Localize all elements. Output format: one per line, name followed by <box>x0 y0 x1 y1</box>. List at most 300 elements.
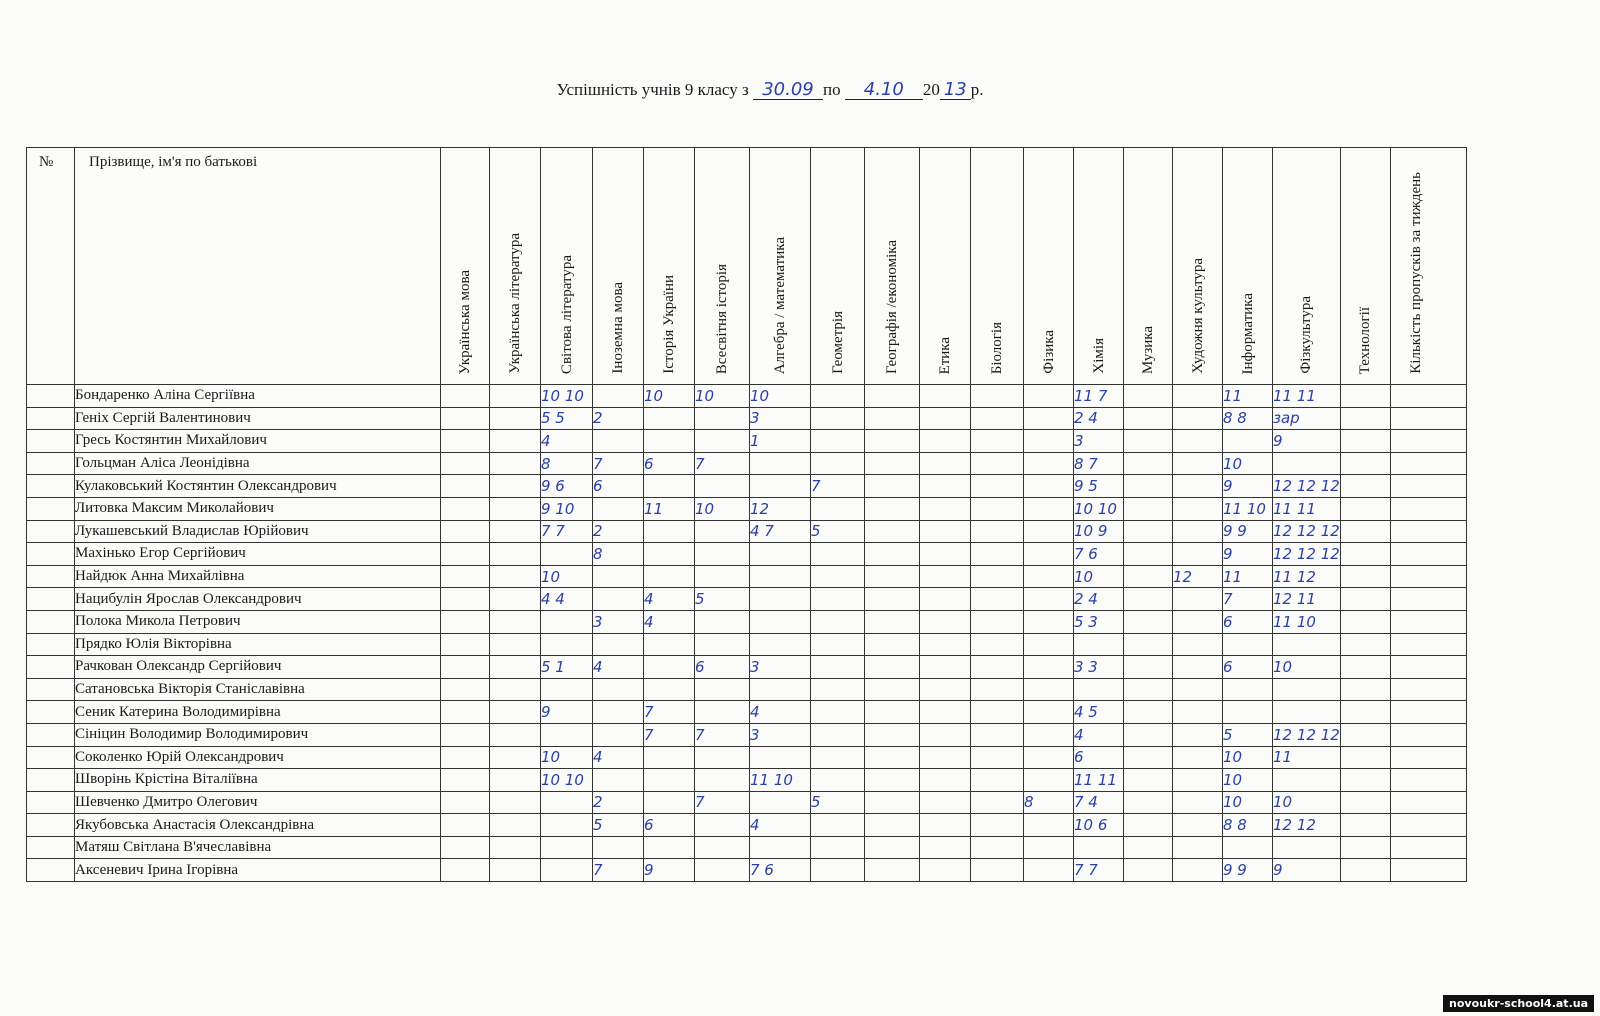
grade-cell: 7 <box>695 452 750 475</box>
grade-cell <box>865 543 920 566</box>
grade-cell <box>971 678 1024 701</box>
grade-cell: 4 <box>644 610 695 633</box>
grade-cell <box>1024 452 1074 475</box>
grade-cell: 3 <box>750 656 811 679</box>
grade-cell <box>920 565 971 588</box>
grade-cell: 9 <box>1223 475 1273 498</box>
grade-cell <box>865 791 920 814</box>
grade-cell <box>920 678 971 701</box>
title-prefix: Успішність учнів 9 класу з <box>556 80 749 99</box>
grade-cell <box>644 836 695 859</box>
grade-cell: 7 <box>644 701 695 724</box>
table-row <box>27 836 1467 859</box>
grade-cell <box>644 769 695 792</box>
title-year-prefix: 20 <box>922 80 940 99</box>
grades-table <box>26 147 1467 882</box>
grade-cell: 2 <box>593 791 644 814</box>
grade-cell <box>1390 678 1466 701</box>
grade-cell <box>441 701 490 724</box>
grade-cell: 7 <box>695 723 750 746</box>
grade-cell <box>1024 701 1074 724</box>
grade-cell: 10 <box>695 385 750 408</box>
grade-cell <box>750 452 811 475</box>
header-subject: Етика <box>920 148 971 385</box>
grade-cell: 10 <box>695 497 750 520</box>
grade-cell: 10 <box>644 385 695 408</box>
grade-cell: 12 12 <box>1273 814 1341 837</box>
grade-cell: 6 <box>644 452 695 475</box>
grade-cell <box>1340 543 1390 566</box>
grade-cell <box>593 769 644 792</box>
grade-cell: 8 <box>1024 791 1074 814</box>
grade-cell <box>490 520 541 543</box>
grade-cell <box>490 656 541 679</box>
grade-cell <box>490 769 541 792</box>
grade-cell: 4 <box>750 814 811 837</box>
grade-cell: 11 10 <box>750 769 811 792</box>
grade-cell: 2 4 <box>1074 588 1124 611</box>
grade-cell <box>865 814 920 837</box>
table-row <box>27 814 1467 837</box>
grade-cell: 10 10 <box>541 385 593 408</box>
grade-cell: 5 3 <box>1074 610 1124 633</box>
grade-cell <box>1024 723 1074 746</box>
row-number-cell <box>27 475 75 498</box>
student-name: Литовка Максим Миколайович <box>75 497 441 520</box>
grade-cell: 11 <box>644 497 695 520</box>
grade-cell <box>1390 430 1466 453</box>
grade-cell <box>920 475 971 498</box>
grade-cell: 10 <box>1273 791 1341 814</box>
grade-cell <box>441 723 490 746</box>
row-number-cell <box>27 836 75 859</box>
grade-cell <box>971 520 1024 543</box>
header-subject: Інформатика <box>1223 148 1273 385</box>
grade-cell <box>865 769 920 792</box>
grade-cell <box>695 430 750 453</box>
grade-cell <box>750 588 811 611</box>
grade-cell <box>541 859 593 882</box>
student-name: Геніх Сергій Валентинович <box>75 407 441 430</box>
grade-cell <box>1024 565 1074 588</box>
grade-cell <box>695 407 750 430</box>
grade-cell <box>441 791 490 814</box>
student-name: Нацибулін Ярослав Олександрович <box>75 588 441 611</box>
grade-cell <box>593 678 644 701</box>
header-name: Прізвище, ім'я по батькові <box>75 148 441 385</box>
row-number-cell <box>27 859 75 882</box>
grade-cell <box>1173 836 1223 859</box>
grade-cell <box>644 407 695 430</box>
grade-cell <box>1390 746 1466 769</box>
grade-cell: 10 <box>541 746 593 769</box>
grade-cell <box>490 543 541 566</box>
grade-cell <box>920 656 971 679</box>
student-name: Аксеневич Ірина Ігорівна <box>75 859 441 882</box>
student-name: Шворінь Крістіна Віталіївна <box>75 769 441 792</box>
grade-cell <box>865 859 920 882</box>
title-to-word: по <box>822 80 841 99</box>
grade-cell: 11 11 <box>1273 385 1341 408</box>
grade-cell: 9 <box>1273 430 1341 453</box>
row-number-cell <box>27 430 75 453</box>
grade-cell: 10 <box>750 385 811 408</box>
row-number-cell <box>27 520 75 543</box>
grade-cell: 5 1 <box>541 656 593 679</box>
grade-cell <box>811 452 865 475</box>
grade-cell <box>644 656 695 679</box>
grade-cell <box>811 610 865 633</box>
grade-cell <box>490 859 541 882</box>
grade-cell: 10 10 <box>1074 497 1124 520</box>
grade-cell <box>811 769 865 792</box>
grade-cell: 5 <box>811 520 865 543</box>
grade-cell <box>441 746 490 769</box>
row-number-cell <box>27 385 75 408</box>
grade-cell <box>811 430 865 453</box>
grade-cell: 12 <box>750 497 811 520</box>
grade-cell: 9 6 <box>541 475 593 498</box>
row-number-cell <box>27 678 75 701</box>
grade-cell: 12 11 <box>1273 588 1341 611</box>
grade-cell: 6 <box>695 656 750 679</box>
grade-cell <box>1124 588 1173 611</box>
grade-cell <box>695 678 750 701</box>
grade-cell <box>441 859 490 882</box>
grade-cell: 7 <box>695 791 750 814</box>
grade-cell: 2 <box>593 520 644 543</box>
grade-cell <box>1124 385 1173 408</box>
student-name: Якубовська Анастасія Олександрівна <box>75 814 441 837</box>
grade-cell <box>1024 543 1074 566</box>
grade-cell <box>441 588 490 611</box>
grade-cell <box>1173 543 1223 566</box>
grade-cell <box>441 656 490 679</box>
grade-cell <box>920 543 971 566</box>
grade-cell <box>441 520 490 543</box>
grade-cell <box>1173 723 1223 746</box>
table-row <box>27 610 1467 633</box>
grade-cell: 12 12 12 <box>1273 520 1341 543</box>
grade-cell <box>490 678 541 701</box>
grade-cell <box>750 678 811 701</box>
row-number-cell <box>27 701 75 724</box>
grade-cell <box>1390 565 1466 588</box>
grade-cell <box>593 385 644 408</box>
grade-cell <box>1124 452 1173 475</box>
student-name: Найдюк Анна Михайлівна <box>75 565 441 588</box>
grade-cell: 8 7 <box>1074 452 1124 475</box>
grade-cell <box>490 723 541 746</box>
grade-cell <box>441 769 490 792</box>
student-name: Соколенко Юрій Олександрович <box>75 746 441 769</box>
grade-cell <box>541 791 593 814</box>
grade-cell: 11 <box>1273 746 1341 769</box>
student-name: Рачкован Олександр Сергійович <box>75 656 441 679</box>
grade-cell <box>644 746 695 769</box>
grade-cell <box>490 791 541 814</box>
grade-cell: 4 <box>541 430 593 453</box>
grade-cell: 6 <box>593 475 644 498</box>
grade-cell: 7 <box>593 859 644 882</box>
grade-cell <box>865 565 920 588</box>
grade-cell: 6 <box>1223 610 1273 633</box>
grade-cell <box>1340 430 1390 453</box>
grade-cell: 10 <box>541 565 593 588</box>
grade-cell <box>695 520 750 543</box>
grade-cell <box>644 633 695 656</box>
grade-cell <box>490 633 541 656</box>
grade-cell: 4 <box>593 656 644 679</box>
grade-cell <box>1124 678 1173 701</box>
grade-cell <box>811 656 865 679</box>
grade-cell <box>1124 520 1173 543</box>
grade-cell <box>1390 723 1466 746</box>
grade-cell: 7 <box>811 475 865 498</box>
grade-cell <box>1173 678 1223 701</box>
grade-cell <box>865 385 920 408</box>
grade-cell <box>865 452 920 475</box>
grade-cell <box>971 701 1024 724</box>
grade-cell <box>1340 678 1390 701</box>
grade-cell <box>695 475 750 498</box>
grade-cell <box>1124 475 1173 498</box>
row-number-cell <box>27 565 75 588</box>
grade-cell <box>1273 836 1341 859</box>
grade-cell: 10 9 <box>1074 520 1124 543</box>
grade-cell <box>1124 497 1173 520</box>
table-row <box>27 723 1467 746</box>
grade-cell <box>1124 859 1173 882</box>
grade-cell <box>490 565 541 588</box>
grade-cell <box>865 475 920 498</box>
table-row <box>27 633 1467 656</box>
grade-cell <box>1124 543 1173 566</box>
grade-cell <box>920 407 971 430</box>
student-name: Сатановська Вікторія Станіславівна <box>75 678 441 701</box>
grade-cell <box>1173 656 1223 679</box>
grade-cell <box>441 633 490 656</box>
grade-cell <box>865 520 920 543</box>
grade-cell <box>695 610 750 633</box>
grade-cell <box>1124 610 1173 633</box>
grade-cell: 4 <box>644 588 695 611</box>
grade-cell <box>865 723 920 746</box>
grade-cell <box>1390 407 1466 430</box>
grade-cell <box>1024 633 1074 656</box>
grade-cell <box>750 475 811 498</box>
grade-cell <box>593 723 644 746</box>
grade-cell: 10 <box>1223 746 1273 769</box>
grade-cell <box>644 475 695 498</box>
grade-cell <box>971 814 1024 837</box>
grade-cell <box>541 836 593 859</box>
grade-cell: 4 4 <box>541 588 593 611</box>
grade-cell: 3 3 <box>1074 656 1124 679</box>
grade-cell <box>1340 746 1390 769</box>
grade-cell <box>695 814 750 837</box>
grade-cell <box>1340 497 1390 520</box>
grade-cell <box>490 497 541 520</box>
student-name: Лукашевський Владислав Юрійович <box>75 520 441 543</box>
grade-cell <box>811 497 865 520</box>
grade-cell <box>1390 452 1466 475</box>
grade-cell <box>1390 520 1466 543</box>
grade-cell: 12 12 12 <box>1273 543 1341 566</box>
grade-cell <box>971 565 1024 588</box>
grade-cell <box>441 814 490 837</box>
grade-cell: 9 9 <box>1223 859 1273 882</box>
grade-cell <box>1340 385 1390 408</box>
grade-cell <box>1173 430 1223 453</box>
grade-cell <box>441 452 490 475</box>
row-number-cell <box>27 656 75 679</box>
grade-cell <box>750 633 811 656</box>
grade-cell: 10 10 <box>541 769 593 792</box>
grade-cell: 5 5 <box>541 407 593 430</box>
grade-cell <box>1124 814 1173 837</box>
grade-cell <box>695 836 750 859</box>
grade-cell <box>1273 633 1341 656</box>
grade-cell <box>644 543 695 566</box>
grade-cell <box>1340 656 1390 679</box>
grade-cell <box>1390 859 1466 882</box>
grade-cell: 11 11 <box>1273 497 1341 520</box>
grade-cell: 3 <box>1074 430 1124 453</box>
header-subject: Світова література <box>541 148 593 385</box>
table-row <box>27 543 1467 566</box>
header-subject: Українська література <box>490 148 541 385</box>
grade-cell <box>1024 678 1074 701</box>
grade-cell: 9 10 <box>541 497 593 520</box>
grade-cell: 3 <box>750 723 811 746</box>
grade-cell <box>1273 769 1341 792</box>
table-row <box>27 475 1467 498</box>
grade-cell <box>1024 814 1074 837</box>
grade-cell <box>644 678 695 701</box>
grade-cell <box>920 859 971 882</box>
grade-cell: 11 12 <box>1273 565 1341 588</box>
table-row <box>27 565 1467 588</box>
grade-cell <box>1074 678 1124 701</box>
grade-cell <box>441 543 490 566</box>
grade-cell <box>1390 385 1466 408</box>
header-subject: Кількість пропусків за тиждень <box>1390 148 1466 385</box>
grade-cell <box>1223 701 1273 724</box>
grade-cell <box>593 836 644 859</box>
grade-cell: 8 <box>593 543 644 566</box>
grade-cell <box>441 407 490 430</box>
grade-cell: 4 <box>1074 723 1124 746</box>
grade-cell: 10 <box>1223 769 1273 792</box>
grade-cell <box>1223 633 1273 656</box>
year-suffix: 13 <box>940 81 971 100</box>
grade-cell <box>593 633 644 656</box>
grade-cell: 7 7 <box>541 520 593 543</box>
table-body <box>27 385 1467 882</box>
header-subject: Біологія <box>971 148 1024 385</box>
grade-cell <box>1024 520 1074 543</box>
grade-cell <box>1024 497 1074 520</box>
header-subject: Художня культура <box>1173 148 1223 385</box>
grade-cell <box>1173 407 1223 430</box>
grade-cell <box>811 836 865 859</box>
grade-cell <box>811 407 865 430</box>
grade-cell <box>1390 497 1466 520</box>
grade-cell <box>1390 769 1466 792</box>
grade-cell: 8 <box>541 452 593 475</box>
grade-cell <box>920 610 971 633</box>
grade-cell <box>865 701 920 724</box>
grade-cell <box>811 859 865 882</box>
grade-cell <box>541 678 593 701</box>
grade-cell: 4 <box>593 746 644 769</box>
grade-cell <box>1024 769 1074 792</box>
table-row <box>27 791 1467 814</box>
grade-cell <box>811 678 865 701</box>
grade-cell <box>920 746 971 769</box>
grade-cell <box>1273 701 1341 724</box>
grade-cell <box>811 543 865 566</box>
grade-cell <box>971 791 1024 814</box>
grade-cell <box>541 723 593 746</box>
grade-cell <box>1340 633 1390 656</box>
table-row <box>27 746 1467 769</box>
grade-cell: 10 <box>1273 656 1341 679</box>
grade-cell <box>920 430 971 453</box>
grade-cell <box>1390 475 1466 498</box>
student-name: Матяш Світлана В'ячеславівна <box>75 836 441 859</box>
grade-cell: 2 4 <box>1074 407 1124 430</box>
grade-cell <box>1024 475 1074 498</box>
table-row <box>27 859 1467 882</box>
row-number-cell <box>27 723 75 746</box>
header-subject: Українська мова <box>441 148 490 385</box>
grade-cell <box>920 814 971 837</box>
grade-cell <box>750 746 811 769</box>
grade-cell <box>971 588 1024 611</box>
grade-cell: 9 <box>644 859 695 882</box>
grade-cell: 9 <box>1273 859 1341 882</box>
grade-cell <box>920 723 971 746</box>
grade-cell <box>865 656 920 679</box>
grade-cell <box>1024 385 1074 408</box>
grade-cell <box>1124 407 1173 430</box>
grade-cell <box>1173 475 1223 498</box>
grade-cell <box>811 723 865 746</box>
grade-cell <box>1173 385 1223 408</box>
table-row <box>27 769 1467 792</box>
grade-cell <box>920 769 971 792</box>
grade-cell <box>750 610 811 633</box>
student-name: Шевченко Дмитро Олегович <box>75 791 441 814</box>
grade-cell <box>971 430 1024 453</box>
grade-cell: 2 <box>593 407 644 430</box>
row-number-cell <box>27 746 75 769</box>
grade-cell <box>750 543 811 566</box>
grade-cell <box>1124 746 1173 769</box>
grade-cell <box>1273 678 1341 701</box>
grade-cell: 4 7 <box>750 520 811 543</box>
row-number-cell <box>27 497 75 520</box>
grade-cell <box>1124 633 1173 656</box>
grade-cell <box>1024 588 1074 611</box>
grade-cell <box>1390 588 1466 611</box>
table-row <box>27 407 1467 430</box>
grade-cell <box>541 610 593 633</box>
grade-cell <box>1390 543 1466 566</box>
grade-cell <box>695 701 750 724</box>
